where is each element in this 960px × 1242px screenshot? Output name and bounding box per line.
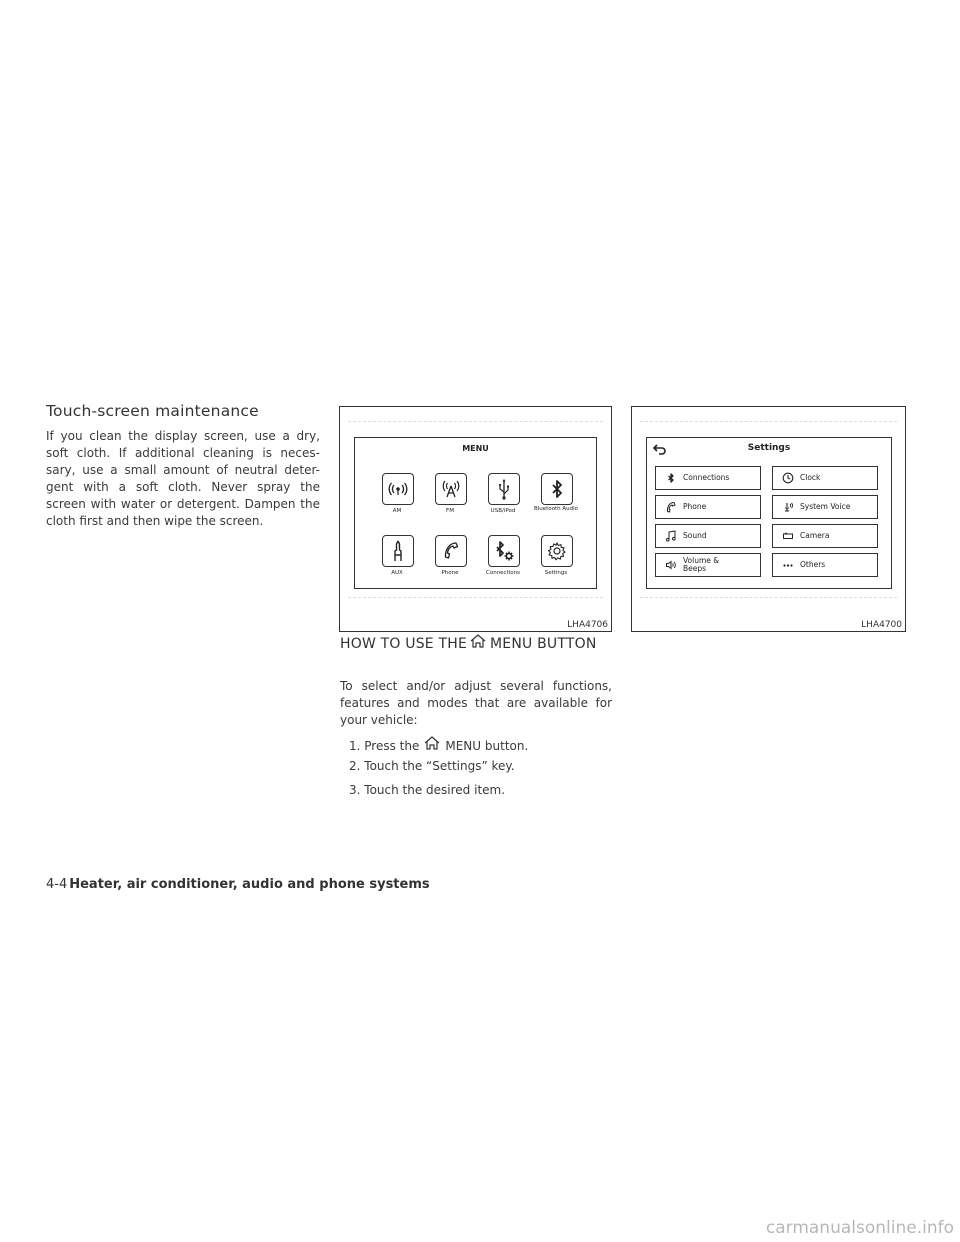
- settings-item-connections[interactable]: [655, 466, 761, 490]
- tile-label-settings: Settings: [544, 570, 568, 576]
- settings-item-label: Sound: [683, 531, 707, 540]
- settings-item-sound[interactable]: [655, 524, 761, 548]
- camera-icon: [782, 530, 794, 542]
- clock-icon: [782, 472, 794, 484]
- voice-icon: [782, 501, 794, 513]
- watermark: carmanualsonline.info: [765, 1218, 954, 1238]
- settings-item-label: Camera: [800, 531, 830, 540]
- step-2: [349, 759, 515, 773]
- how-to-heading-part1: HOW TO USE THE: [340, 636, 468, 652]
- step-text: Touch the desired item.: [364, 783, 506, 797]
- settings-screen-figure: [631, 406, 906, 632]
- fm-radio-icon: [436, 474, 466, 504]
- settings-item-phone[interactable]: [655, 495, 761, 519]
- aux-tile[interactable]: [382, 535, 414, 567]
- maintenance-paragraph: If you clean the display screen, use a dry, soft cloth. If additional cleaning is neces-sary, use a small amount of neutral deter-gent with a soft cloth. Never spray the screen with water or detergent. Dampen the cloth first and then wipe the screen.: [46, 429, 320, 528]
- step-number: 3.: [349, 783, 361, 797]
- tile-label-am: AM: [392, 508, 402, 514]
- phone-tile[interactable]: [435, 535, 467, 567]
- settings-item-label: Phone: [683, 502, 707, 511]
- settings-screen-title: Settings: [747, 443, 791, 453]
- step-text: Press the: [364, 739, 420, 753]
- connections-tile[interactable]: [488, 535, 520, 567]
- settings-item-clock[interactable]: [772, 466, 878, 490]
- page-footer: [46, 877, 430, 892]
- bluetooth-icon: [542, 474, 572, 504]
- settings-item-label: System Voice: [800, 502, 851, 511]
- bluetooth-audio-tile[interactable]: [541, 473, 573, 505]
- settings-item-others[interactable]: [772, 553, 878, 577]
- more-dots-icon: [782, 559, 794, 571]
- how-to-heading: [340, 633, 600, 655]
- aux-plug-icon: [383, 536, 413, 566]
- settings-item-system-voice[interactable]: [772, 495, 878, 519]
- figure-code: LHA4700: [861, 620, 902, 630]
- fm-tile[interactable]: [435, 473, 467, 505]
- tile-label-connections: Connections: [486, 570, 520, 576]
- settings-item-volume-beeps[interactable]: [655, 553, 761, 577]
- tile-label-bluetooth-audio: Bluetooth Audio: [533, 506, 579, 512]
- step-number: 2.: [349, 759, 361, 773]
- step-3: [349, 783, 505, 797]
- how-to-heading-part2: MENU BUTTON: [490, 636, 597, 652]
- menu-screen-title: MENU: [462, 444, 489, 453]
- speaker-icon: [665, 559, 677, 571]
- settings-tile[interactable]: [541, 535, 573, 567]
- settings-item-label: Others: [800, 560, 826, 569]
- settings-item-label: Volume & Beeps: [683, 556, 720, 573]
- menu-screen: [354, 437, 597, 589]
- step-text-after: MENU button.: [445, 739, 529, 753]
- chapter-title: Heater, air conditioner, audio and phone systems: [69, 877, 430, 892]
- settings-item-label: Connections: [683, 473, 730, 482]
- page-number: 4-4: [46, 877, 68, 892]
- tile-label-aux: AUX: [391, 570, 403, 576]
- gear-icon: [542, 536, 572, 566]
- settings-item-camera[interactable]: [772, 524, 878, 548]
- bluetooth-icon: [665, 472, 677, 484]
- bluetooth-gear-icon: [489, 536, 519, 566]
- am-radio-icon: [383, 474, 413, 504]
- figure-code: LHA4706: [567, 620, 608, 630]
- home-icon: [423, 735, 441, 751]
- section-title: Touch-screen maintenance: [46, 402, 259, 420]
- tile-label-fm: FM: [446, 508, 454, 514]
- menu-screen-figure: [339, 406, 612, 632]
- settings-screen: [646, 437, 892, 589]
- usb-ipod-tile[interactable]: [488, 473, 520, 505]
- tile-label-usb-ipod: USB/iPod: [490, 508, 516, 514]
- settings-item-label: Clock: [800, 473, 821, 482]
- am-tile[interactable]: [382, 473, 414, 505]
- home-icon: [469, 633, 487, 649]
- tile-label-phone: Phone: [441, 570, 459, 576]
- phone-icon: [436, 536, 466, 566]
- usb-icon: [489, 474, 519, 504]
- phone-icon: [665, 501, 677, 513]
- step-text: Touch the “Settings” key.: [364, 759, 515, 773]
- music-note-icon: [665, 530, 677, 542]
- step-1: [349, 735, 528, 753]
- step-number: 1.: [349, 739, 361, 753]
- how-to-intro: To select and/or adjust several functions, features and modes that are available for your vehicle:: [340, 679, 612, 727]
